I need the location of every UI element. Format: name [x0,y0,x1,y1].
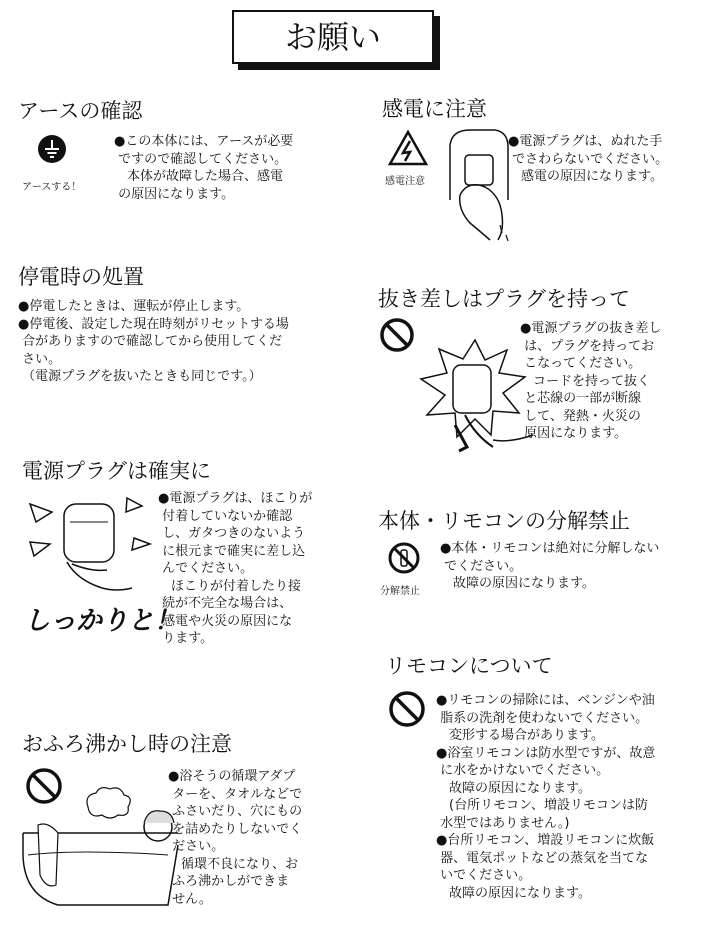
shock-icon-label: 感電注意 [385,176,425,187]
outage-heading: 停電時の処置 [18,265,144,289]
reheat-text: ●浴そうの循環アダプ ターを、タオルなどで ふさいだり、穴にもの を詰めたりしないでく ださい。 循環不良になり、お ふろ沸かしができま せん。 [168,769,303,907]
earth-icon-label: アースする！ [22,182,82,193]
plug-insert-illustration [22,492,154,610]
disassembly-heading: 本体・リモコンの分解禁止 [378,509,630,533]
disassembly-icon-label: 分解禁止 [380,586,420,597]
unplug-by-plug-illustration [415,335,535,460]
plug-secure-caption: しっかりと！ [24,606,181,636]
remote-heading: リモコンについて [385,654,553,678]
remote-text: ●リモコンの掃除には、ベンジンや油 脂系の洗剤を使わないでください。 変形する場合があります。 ●浴室リモコンは防水型ですが、故意 に水をかけないでください。 故障の原因になります。 (台所リモコン、増設リモコンは防 水型ではありません。) ●台所リモコン、増設リモコンに炊飯 器、電気ポットなどの蒸気を当てな いでください。 故障の原因になります。 [436,693,656,901]
bathtub-illustration [18,785,180,910]
earth-heading: アースの確認 [18,99,143,123]
page-title: お願い [232,10,434,64]
electric-shock-warning-icon [388,130,428,168]
shock-heading: 感電に注意 [382,97,487,121]
plug-hold-heading: 抜き差しはプラグを持って [378,287,630,311]
plug-secure-text: ●電源プラグは、ほこりが 付着していないか確認 し、ガタつきのないよう に根元まで確実に差し込 んでください。 ほこりが付着したり接 続が不完全な場合は、 感電や火災の原因にな ります。 [158,491,313,646]
shock-text: ●電源プラグは、ぬれた手 でさわらないでください。 感電の原因になります。 [508,134,669,184]
no-disassembly-icon [388,542,420,574]
prohibited-icon [380,318,414,352]
reheat-heading: おふろ沸かし時の注意 [22,732,232,756]
plug-hold-text: ●電源プラグの抜き差し は、プラグを持ってお こなってください。 コードを持って抜く と芯線の一部が断線 して、発熱・火災の 原因になります。 [520,321,662,441]
earth-text: ●この本体には、アースが必要 ですので確認してください。 本体が故障した場合、感電 の原因になります。 [114,134,294,202]
outage-text: ●停電したときは、運転が停止します。 ●停電後、設定した現在時刻がリセットする場 合がありますので確認してから使用してくだ さい。 （電源プラグを抜いたときも同じです。） [18,299,289,384]
disassembly-text: ●本体・リモコンは絶対に分解しない でください。 故障の原因になります。 [440,541,660,591]
ground-icon [38,135,66,163]
plug-secure-heading: 電源プラグは確実に [22,459,211,483]
prohibited-icon [388,690,426,728]
